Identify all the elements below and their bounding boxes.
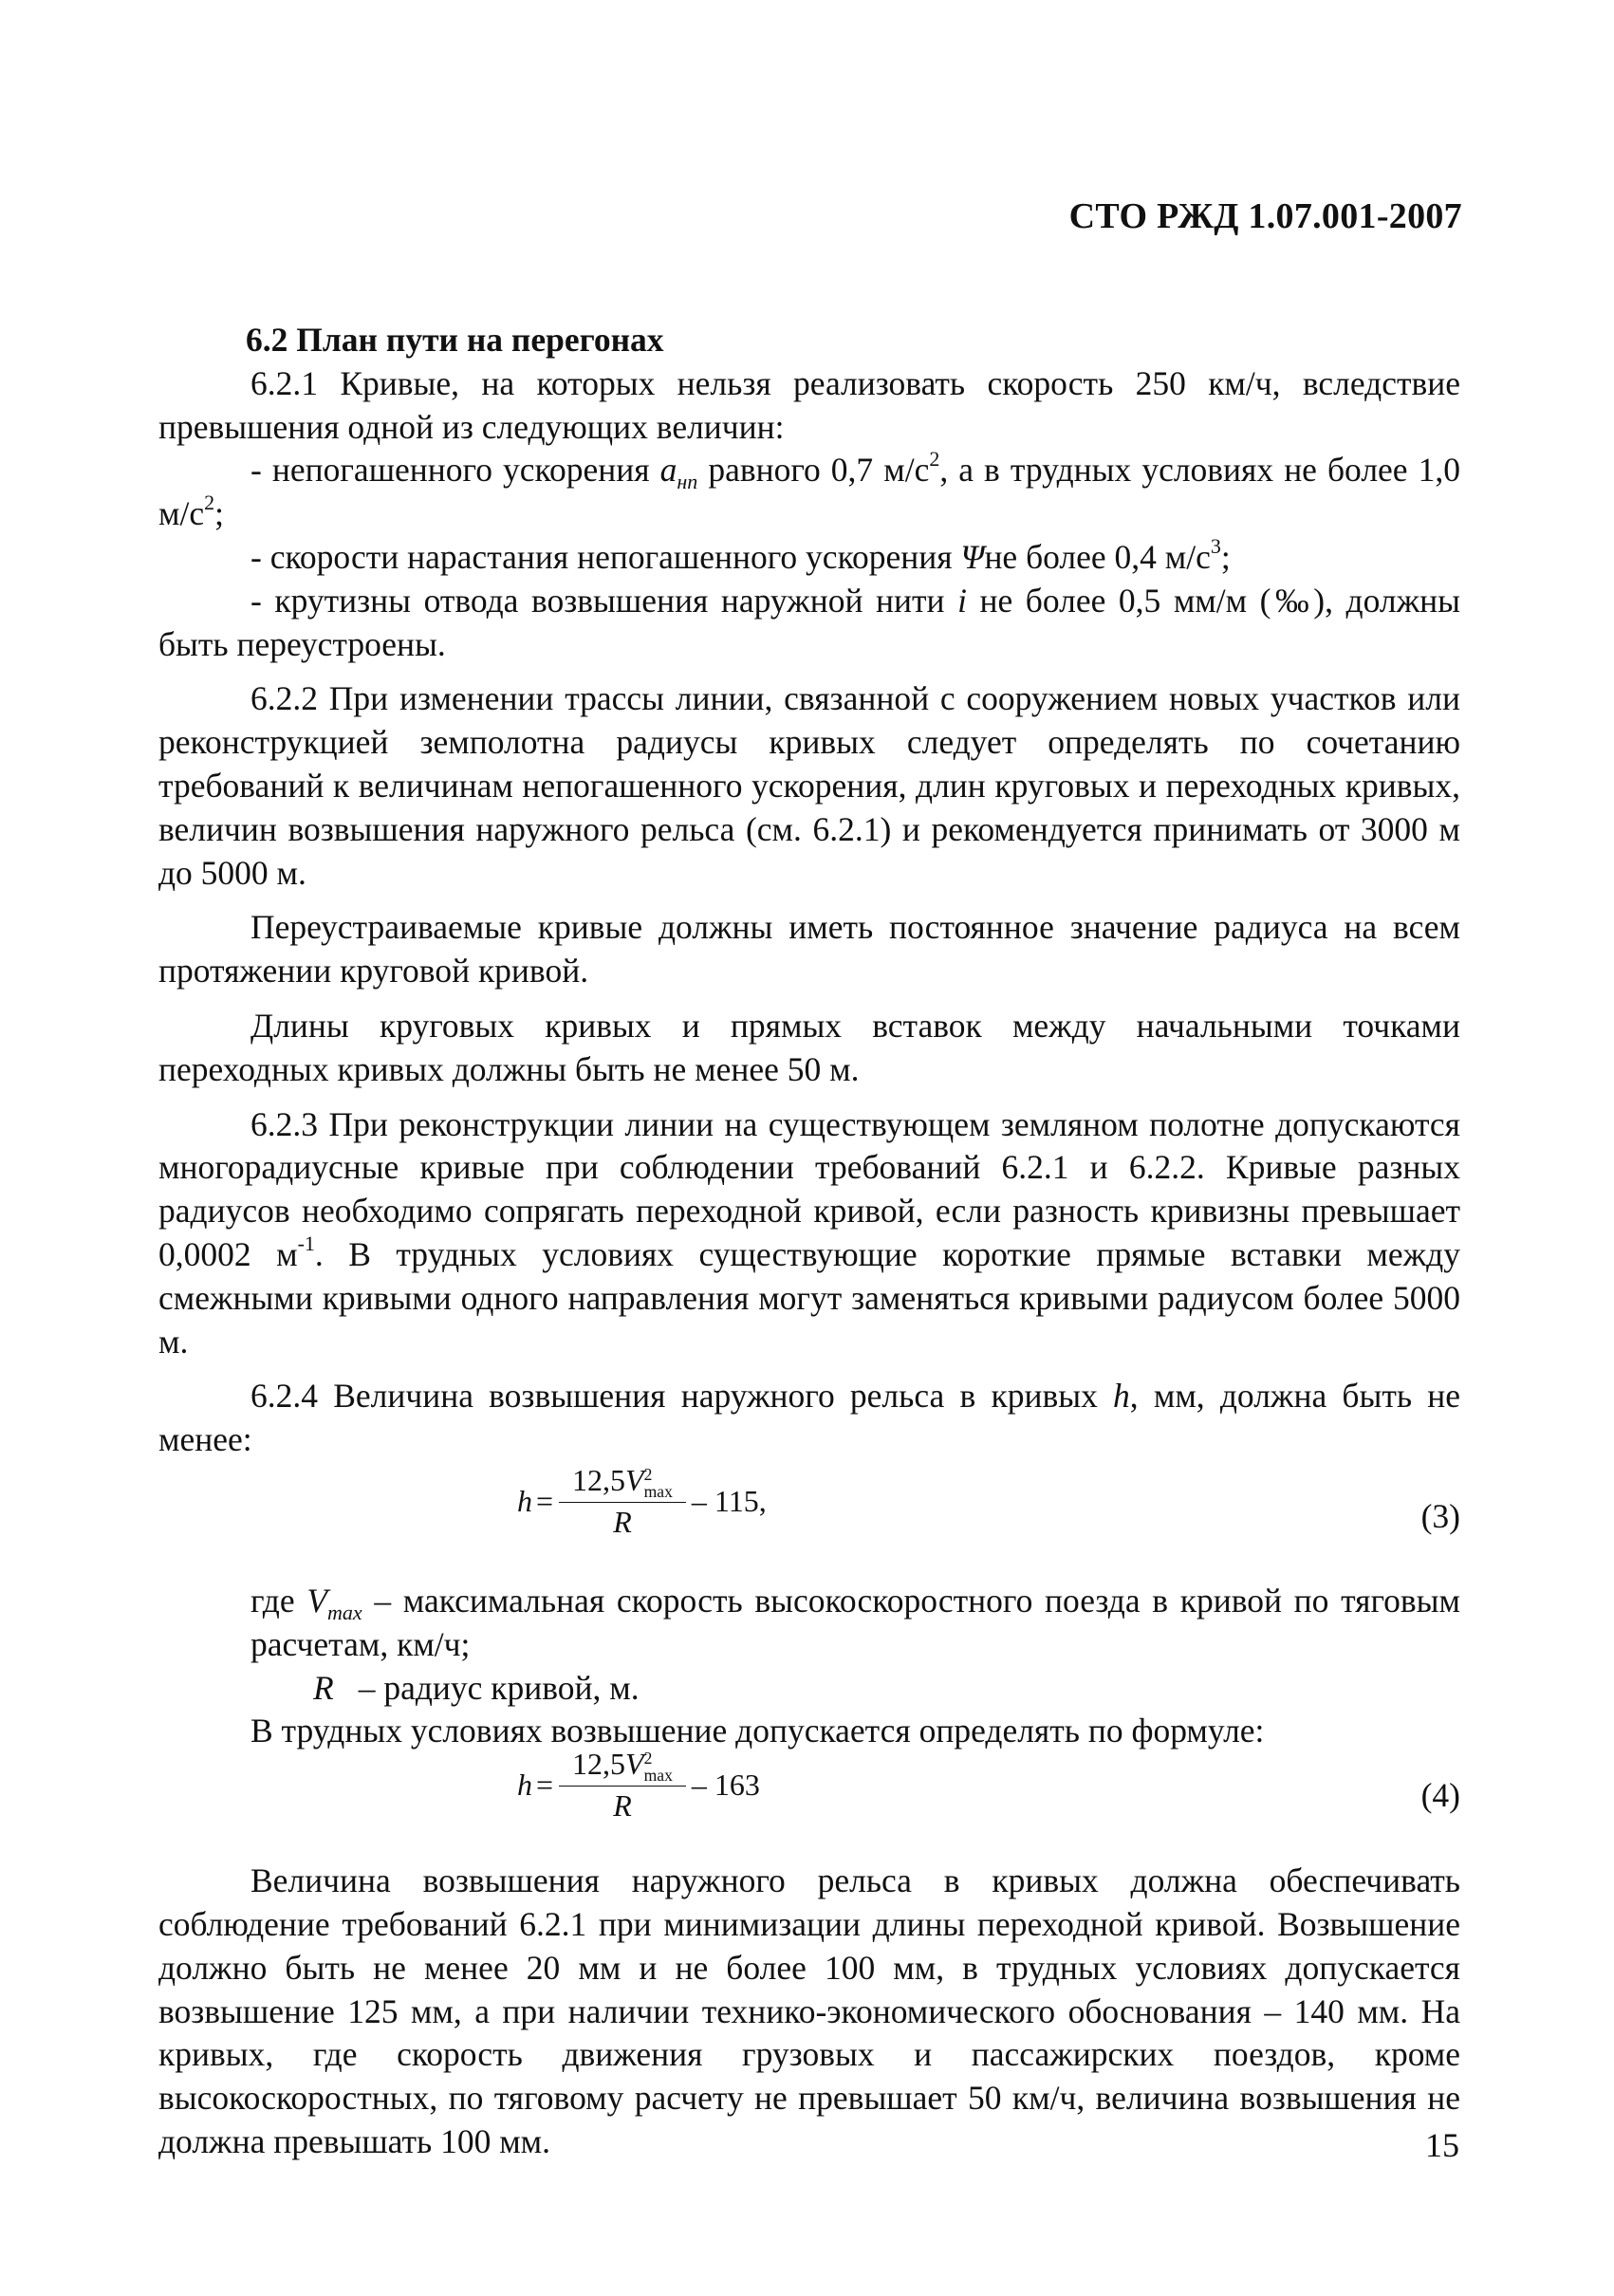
- formula-3-row: [158, 1462, 1460, 1580]
- formula-3-lhs: h: [517, 1483, 532, 1518]
- item2-exponent: 3: [1210, 533, 1221, 558]
- item1-exponent-1: 2: [929, 447, 940, 472]
- p624-pre: 6.2.4 Величина возвышения наружного рельса в кривых: [250, 1377, 1114, 1416]
- item3-pre: - крутизны отвода возвышения наружной нити: [250, 581, 958, 620]
- where-r-description: – радиус кривой, м.: [358, 1668, 640, 1707]
- formula-4-numerator: [559, 1746, 686, 1786]
- page-number: 15: [1425, 2126, 1459, 2164]
- item2-end: ;: [1220, 537, 1231, 576]
- formula-4-number: (4): [1420, 1776, 1460, 1815]
- formula-4-v-scripts: [644, 1750, 673, 1784]
- item1-exponent-2: 2: [204, 491, 215, 515]
- formula-4-row: [158, 1747, 1460, 1848]
- formula-3-exponent: 2: [643, 1464, 653, 1484]
- formula-4-var-v: V: [625, 1747, 644, 1782]
- var-a-subscript: нп: [677, 470, 698, 494]
- item3-post: не более 0,5 мм/м (‰), должны быть переустроены.: [158, 581, 1460, 663]
- item1-post: , а в трудных условиях не более 1,0 м/с: [158, 451, 1460, 533]
- formula-4-exponent: 2: [643, 1749, 653, 1768]
- p623-post: . В трудных условиях существующие короткие прямые вставки между смежными кривыми одного направления могут заменяться кривыми радиусом более 5000 м.: [158, 1234, 1460, 1361]
- p623-pre: 6.2.3 При реконструкции линии на существующем земляном полотне допускаются многорадиусные кривые при соблюдении требований 6.2.1 и 6.2.2. Кривые разных радиусов необходимо сопрягать переходной кривой, если разность кривизны превышает 0,0002 м: [158, 1104, 1460, 1273]
- paragraph-curve-lengths: Длины круговых кривых и прямых вставок между начальными точками переходных кривых должны быть не менее 50 м.: [158, 1006, 1460, 1088]
- where-word: где: [250, 1581, 307, 1620]
- list-item-ramp-steepness: [158, 580, 1460, 667]
- section-title: 6.2 План пути на перегонах: [246, 321, 664, 359]
- page-body: [158, 319, 1460, 2164]
- document-code-header: СТО РЖД 1.07.001-2007: [1068, 196, 1462, 236]
- item1-pre: - непогашенного ускорения: [250, 451, 660, 490]
- formula-4-tail: – 163: [691, 1767, 760, 1802]
- where-v-description: – максимальная скорость высокоскоростного поезда в кривой по тяговым расчетам, км/ч;: [250, 1581, 1460, 1663]
- list-item-unbalanced-acceleration: [158, 449, 1460, 536]
- formula-3-subscript: max: [643, 1481, 673, 1501]
- where-v-max: [158, 1580, 1460, 1667]
- where-var-r: R: [313, 1668, 334, 1707]
- p624-post: , мм, должна быть не менее:: [158, 1377, 1460, 1459]
- item2-mid: не более 0,4 м/с: [984, 537, 1211, 576]
- formula-3-coef: 12,5: [572, 1462, 626, 1497]
- paragraph-difficult-conditions: В трудных условиях возвышение допускается определять по формуле:: [250, 1712, 1265, 1750]
- formula-4-denominator: R: [613, 1788, 632, 1824]
- formula-3-number: (3): [1420, 1496, 1460, 1535]
- list-item-acceleration-rate: [158, 533, 1460, 580]
- item1-end: ;: [214, 494, 224, 533]
- formula-4-equals: =: [536, 1767, 554, 1802]
- paragraph-6-2-3: [158, 1103, 1460, 1364]
- formula-4: [517, 1746, 760, 1824]
- formula-3-var-v: V: [625, 1462, 644, 1497]
- p623-exponent: -1: [297, 1231, 315, 1255]
- formula-3-denominator: R: [613, 1505, 632, 1540]
- var-a: a: [659, 451, 677, 490]
- formula-4-coef: 12,5: [572, 1747, 626, 1782]
- item2-pre: - скорости нарастания непогашенного ускорения: [250, 537, 961, 576]
- var-psi: Ψ: [960, 537, 985, 576]
- formula-3-fraction: [559, 1462, 686, 1541]
- formula-3-v-scripts: [643, 1464, 673, 1501]
- var-i: i: [957, 581, 967, 620]
- formula-3-numerator: [559, 1462, 686, 1502]
- paragraph-6-2-1: 6.2.1 Кривые, на которых нельзя реализовать скорость 250 км/ч, вследствие превышения одной из следующих величин:: [158, 363, 1460, 446]
- where-r: [158, 1667, 1460, 1711]
- paragraph-rebuilt-curves: Переустраиваемые кривые должны иметь постоянное значение радиуса на всем протяжении круговой кривой.: [158, 908, 1460, 991]
- item1-mid: равного 0,7 м/с: [697, 451, 930, 490]
- paragraph-superelevation-limits: Величина возвышения наружного рельса в кривых должна обеспечивать соблюдение требований 6.2.1 при минимизации длины переходной кривой. Возвышение должно быть не менее 20 мм и не более 100 мм, в трудных условиях допускается возвышение 125 мм, а при наличии технико-экономического обоснования – 140 мм. На кривых, где скорость движения грузовых и пассажирских поездов, кроме высокоскоростных, по тяговому расчету не превышает 50 км/ч, величина возвышения не должна превышать 100 мм.: [158, 1861, 1460, 2160]
- where-var-v-subscript: max: [327, 1601, 362, 1625]
- formula-3-tail: – 115,: [691, 1483, 767, 1518]
- paragraph-6-2-4: [158, 1375, 1460, 1462]
- formula-4-subscript: max: [643, 1765, 673, 1785]
- paragraph-6-2-2: 6.2.2 При изменении трассы линии, связанной с сооружением новых участков или реконструкцией земполотна радиусы кривых следует определять по сочетанию требований к величинам непогашенного ускорения, длин круговых и переходных кривых, величин возвышения наружного рельса (см. 6.2.1) и рекомендуется принимать от 3000 м до 5000 м.: [158, 679, 1460, 892]
- where-var-v: V: [306, 1581, 327, 1620]
- var-h: h: [1113, 1377, 1130, 1416]
- formula-3-equals: =: [536, 1483, 554, 1518]
- formula-3: [517, 1462, 767, 1541]
- formula-4-fraction: [559, 1746, 686, 1824]
- formula-4-lhs: h: [517, 1767, 532, 1802]
